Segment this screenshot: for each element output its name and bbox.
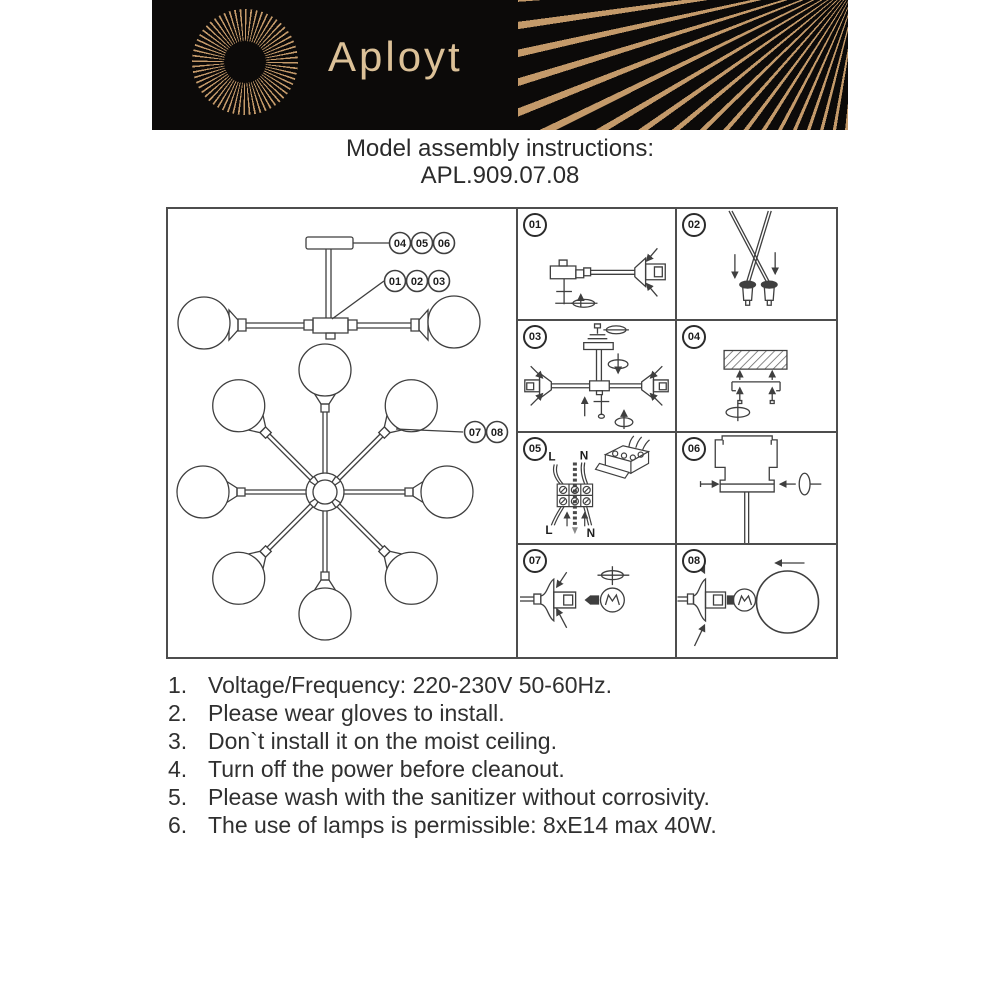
side-view [178,233,480,350]
note-item [168,755,848,783]
note-number: 2. [168,700,188,726]
note-number: 3. [168,728,188,754]
step-03-badge: 03 [523,325,547,349]
svg-text:07: 07 [468,427,482,439]
svg-text:06: 06 [437,238,451,250]
step-02-badge: 02 [682,213,706,237]
step-03-panel [518,321,677,433]
model-number: APL.909.07.08 [420,162,580,189]
safety-notes-list [168,671,848,839]
note-item [168,727,848,755]
note-text: The use of lamps is permissible: 8xE14 max 40W. [208,812,717,838]
svg-text:L: L [545,524,553,538]
svg-text:05: 05 [415,238,429,250]
step-02-panel [677,209,836,321]
svg-text:N: N [586,527,596,541]
note-text: Please wear gloves to install. [208,700,505,726]
note-item [168,783,848,811]
note-number: 1. [168,672,188,698]
svg-text:04: 04 [393,238,407,250]
svg-text:03: 03 [432,276,446,288]
note-text: Turn off the power before cleanout. [208,756,565,782]
step-07-badge: 07 [523,549,547,573]
step-01-badge: 01 [523,213,547,237]
note-text: Don`t install it on the moist ceiling. [208,728,557,754]
brand-banner [152,0,848,130]
chandelier-overview-drawing [168,209,516,657]
svg-text:N: N [579,449,589,463]
step-08-badge: 08 [682,549,706,573]
step-07-panel [518,545,677,657]
note-text: Voltage/Frequency: 220-230V 50-60Hz. [208,672,613,698]
svg-text:08: 08 [490,427,504,439]
svg-text:01: 01 [388,276,402,288]
step-08-panel [677,545,836,657]
step-04-panel [677,321,836,433]
step-04-badge: 04 [682,325,706,349]
rays-decoration-icon [518,0,848,130]
brand-name: Aployt [328,33,463,80]
terminal-block-3d [596,436,650,478]
starburst-logo-icon [192,9,298,115]
step-05-panel [518,433,677,545]
note-item [168,811,848,839]
assembly-steps-grid [518,207,838,659]
step-06-panel [677,433,836,545]
note-item [168,671,848,699]
step-01-panel [518,209,677,321]
note-number: 4. [168,756,188,782]
svg-text:L: L [548,450,556,464]
svg-text:02: 02 [410,276,424,288]
product-overview-box [166,207,518,659]
step-06-badge: 06 [682,437,706,461]
note-number: 5. [168,784,188,810]
title-block [0,135,1000,189]
note-number: 6. [168,812,188,838]
note-text: Please wash with the sanitizer without corrosivity. [208,784,710,810]
top-view [177,344,473,640]
page-title: Model assembly instructions: [345,135,655,162]
note-item [168,699,848,727]
step-05-badge: 05 [523,437,547,461]
